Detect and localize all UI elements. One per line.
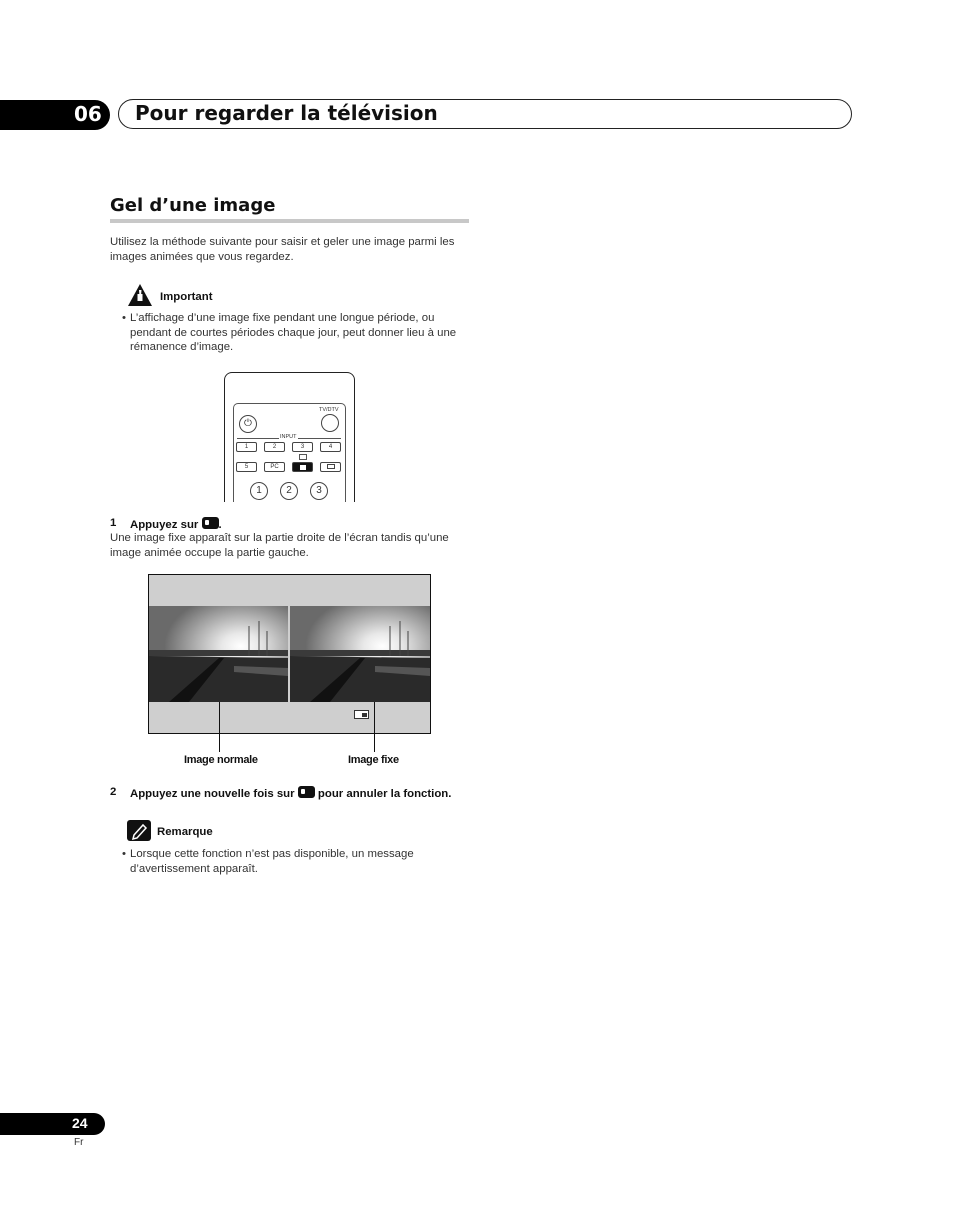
remarque-heading: Remarque xyxy=(157,826,213,838)
important-heading: Important xyxy=(160,291,213,303)
freeze-icon xyxy=(298,786,315,798)
intro-paragraph: Utilisez la méthode suivante pour saisir et geler une image parmi les images animées que vous regardez. xyxy=(110,236,455,263)
step-2-number: 2 xyxy=(110,786,117,798)
step-2-instruction xyxy=(130,786,451,800)
page-number: 24 xyxy=(72,1115,88,1131)
input-label: INPUT xyxy=(280,434,297,440)
number-button-3: 3 xyxy=(310,482,328,500)
page-number-tab xyxy=(0,1113,105,1135)
moving-image xyxy=(149,606,288,702)
section-title: Gel d’une image xyxy=(110,195,276,216)
callout-line-left xyxy=(219,702,220,752)
pencil-note-icon xyxy=(127,820,151,841)
warning-icon xyxy=(127,283,153,307)
bullet-dot: • xyxy=(122,312,126,324)
remarque-bullet xyxy=(122,847,460,876)
power-button: ⏻ xyxy=(239,415,257,433)
page-language: Fr xyxy=(74,1137,84,1148)
remarque-bullet-text: Lorsque cette fonction n’est pas disponible, un message d’avertissement apparaît. xyxy=(130,848,414,875)
input-button-3: 3 xyxy=(292,442,313,452)
chapter-title: Pour regarder la télévision xyxy=(135,101,438,125)
pc-button: PC xyxy=(264,462,285,472)
step-1-number: 1 xyxy=(110,517,117,529)
split-screen-icon xyxy=(327,464,335,469)
label-image-fixe: Image fixe xyxy=(348,754,399,766)
chapter-number: 06 xyxy=(74,102,102,126)
tvdtv-button xyxy=(321,414,339,432)
number-button-1: 1 xyxy=(250,482,268,500)
step-1-text: Appuyez sur xyxy=(130,519,199,531)
tvdtv-label: TV/DTV xyxy=(319,407,339,413)
input-button-1: 1 xyxy=(236,442,257,452)
section-underline xyxy=(110,219,469,223)
step-1-description: Une image fixe apparaît sur la partie droite de l’écran tandis qu’une image animée occupe la partie gauche. xyxy=(110,532,449,559)
freeze-icon xyxy=(202,517,219,529)
step-2-text: Appuyez une nouvelle fois sur xyxy=(130,788,295,800)
step-2-text-end: pour annuler la fonction. xyxy=(317,788,452,800)
important-bullet xyxy=(122,311,465,355)
important-bullet-text: L’affichage d’une image fixe pendant une longue période, ou pendant de courtes périodes chaque jour, peut donner lieu à une rémanence d’image. xyxy=(130,312,457,353)
frozen-image xyxy=(290,606,430,702)
bullet-dot: • xyxy=(122,848,126,860)
callout-line-right xyxy=(374,702,375,752)
step-1-instruction xyxy=(130,517,222,531)
split-screen-mark-icon xyxy=(299,454,307,460)
input-button-2: 2 xyxy=(264,442,285,452)
input-button-4: 4 xyxy=(320,442,341,452)
freeze-icon xyxy=(300,465,306,470)
split-button xyxy=(320,462,341,472)
input-button-5: 5 xyxy=(236,462,257,472)
freeze-button xyxy=(292,462,313,472)
label-image-normale: Image normale xyxy=(184,754,258,766)
freeze-indicator-icon xyxy=(354,710,369,719)
number-button-2: 2 xyxy=(280,482,298,500)
step-1-period: . xyxy=(218,519,222,531)
